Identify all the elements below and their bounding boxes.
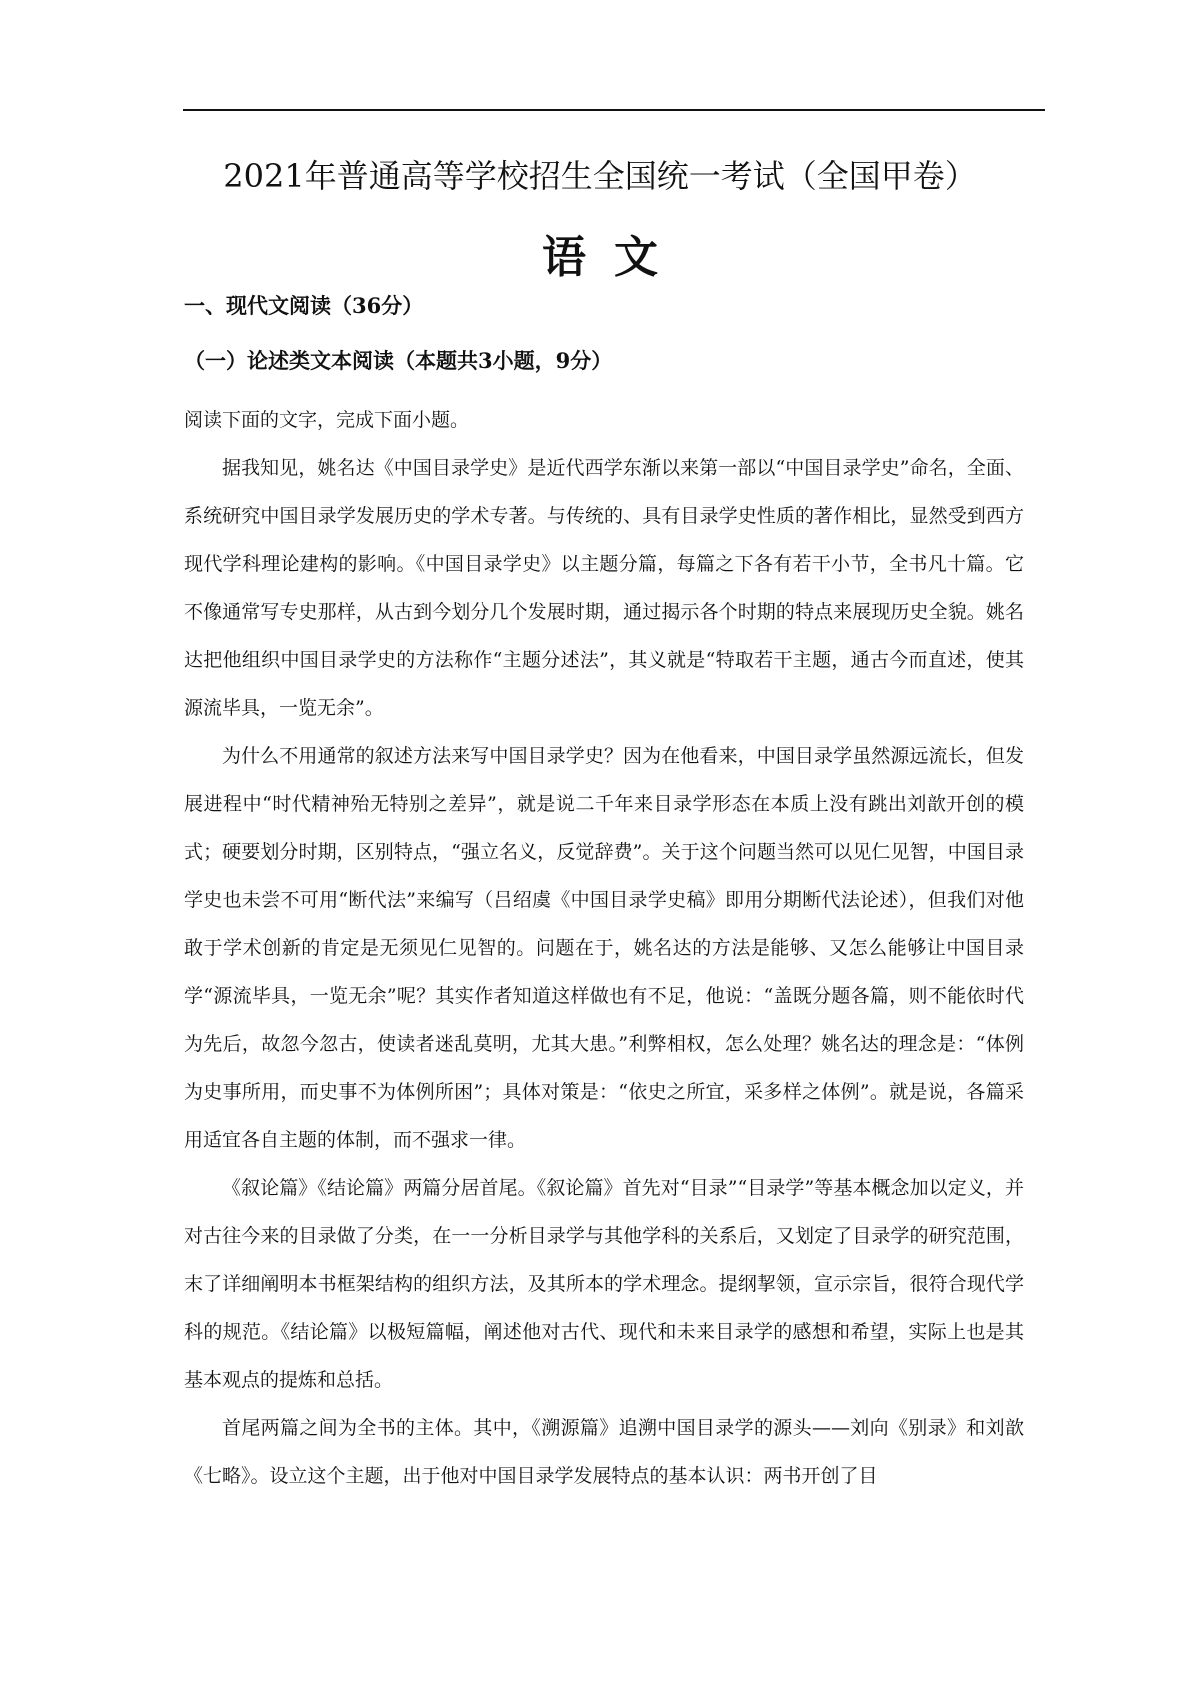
passage-paragraph-4: 首尾两篇之间为全书的主体。其中，《溯源篇》追溯中国目录学的源头——刘向《别录》和刘歆《七略》。设立这个主题，出于他对中国目录学发展特点的基本认识：两书开创了目 <box>184 1417 1024 1487</box>
section-heading-argumentative-reading: （一）论述类文本阅读（本题共3小题，9分） <box>184 348 613 373</box>
section-heading-part-one: 一、现代文阅读（36分） <box>184 293 424 318</box>
subject-title: 语文 <box>542 232 686 283</box>
passage-paragraph-3: 《叙论篇》《结论篇》两篇分居首尾。《叙论篇》首先对“目录”“目录学”等基本概念加以定义，并对古往今来的目录做了分类，在一一分析目录学与其他学科的关系后，又划定了目录学的研究范围，末了详细阐明本书框架结构的组织方法，及其所本的学术理念。提纲挈领，宣示宗旨，很符合现代学科的规范。《结论篇》以极短篇幅，阐述他对古代、现代和未来目录学的感想和希望，实际上也是其基本观点的提炼和总括。 <box>184 1177 1024 1391</box>
reading-passage <box>184 444 1024 1500</box>
top-rule <box>183 109 1045 111</box>
passage-paragraph-2: 为什么不用通常的叙述方法来写中国目录学史？因为在他看来，中国目录学虽然源远流长，但发展进程中“时代精神殆无特别之差异”，就是说二千年来目录学形态在本质上没有跳出刘歆开创的模式；硬要划分时期，区别特点，“强立名义，反觉辞费”。关于这个问题当然可以见仁见智，中国目录学史也未尝不可用“断代法”来编写（吕绍虞《中国目录学史稿》即用分期断代法论述），但我们对他敢于学术创新的肯定是无须见仁见智的。问题在于，姚名达的方法是能够、又怎么能够让中国目录学“源流毕具，一览无余”呢？其实作者知道这样做也有不足，他说：“盖既分题各篇，则不能依时代为先后，故忽今忽古，使读者迷乱莫明，尤其大患。”利弊相权，怎么处理？姚名达的理念是：“体例为史事所用，而史事不为体例所困”；具体对策是：“依史之所宜，采多样之体例”。就是说，各篇采用适宜各自主题的体制，而不强求一律。 <box>184 745 1024 1151</box>
passage-paragraph-1: 据我知见，姚名达《中国目录学史》是近代西学东渐以来第一部以“中国目录学史”命名，全面、系统研究中国目录学发展历史的学术专著。与传统的、具有目录学史性质的著作相比，显然受到西方现代学科理论建构的影响。《中国目录学史》以主题分篇，每篇之下各有若干小节，全书凡十篇。它不像通常写专史那样，从古到今划分几个发展时期，通过揭示各个时期的特点来展现历史全貌。姚名达把他组织中国目录学史的方法称作“主题分述法”，其义就是“特取若干主题，通古今而直述，使其源流毕具，一览无余”。 <box>184 457 1024 719</box>
exam-title: 2021年普通高等学校招生全国统一考试（全国甲卷） <box>223 157 977 195</box>
reading-instruction: 阅读下面的文字，完成下面小题。 <box>184 409 470 431</box>
